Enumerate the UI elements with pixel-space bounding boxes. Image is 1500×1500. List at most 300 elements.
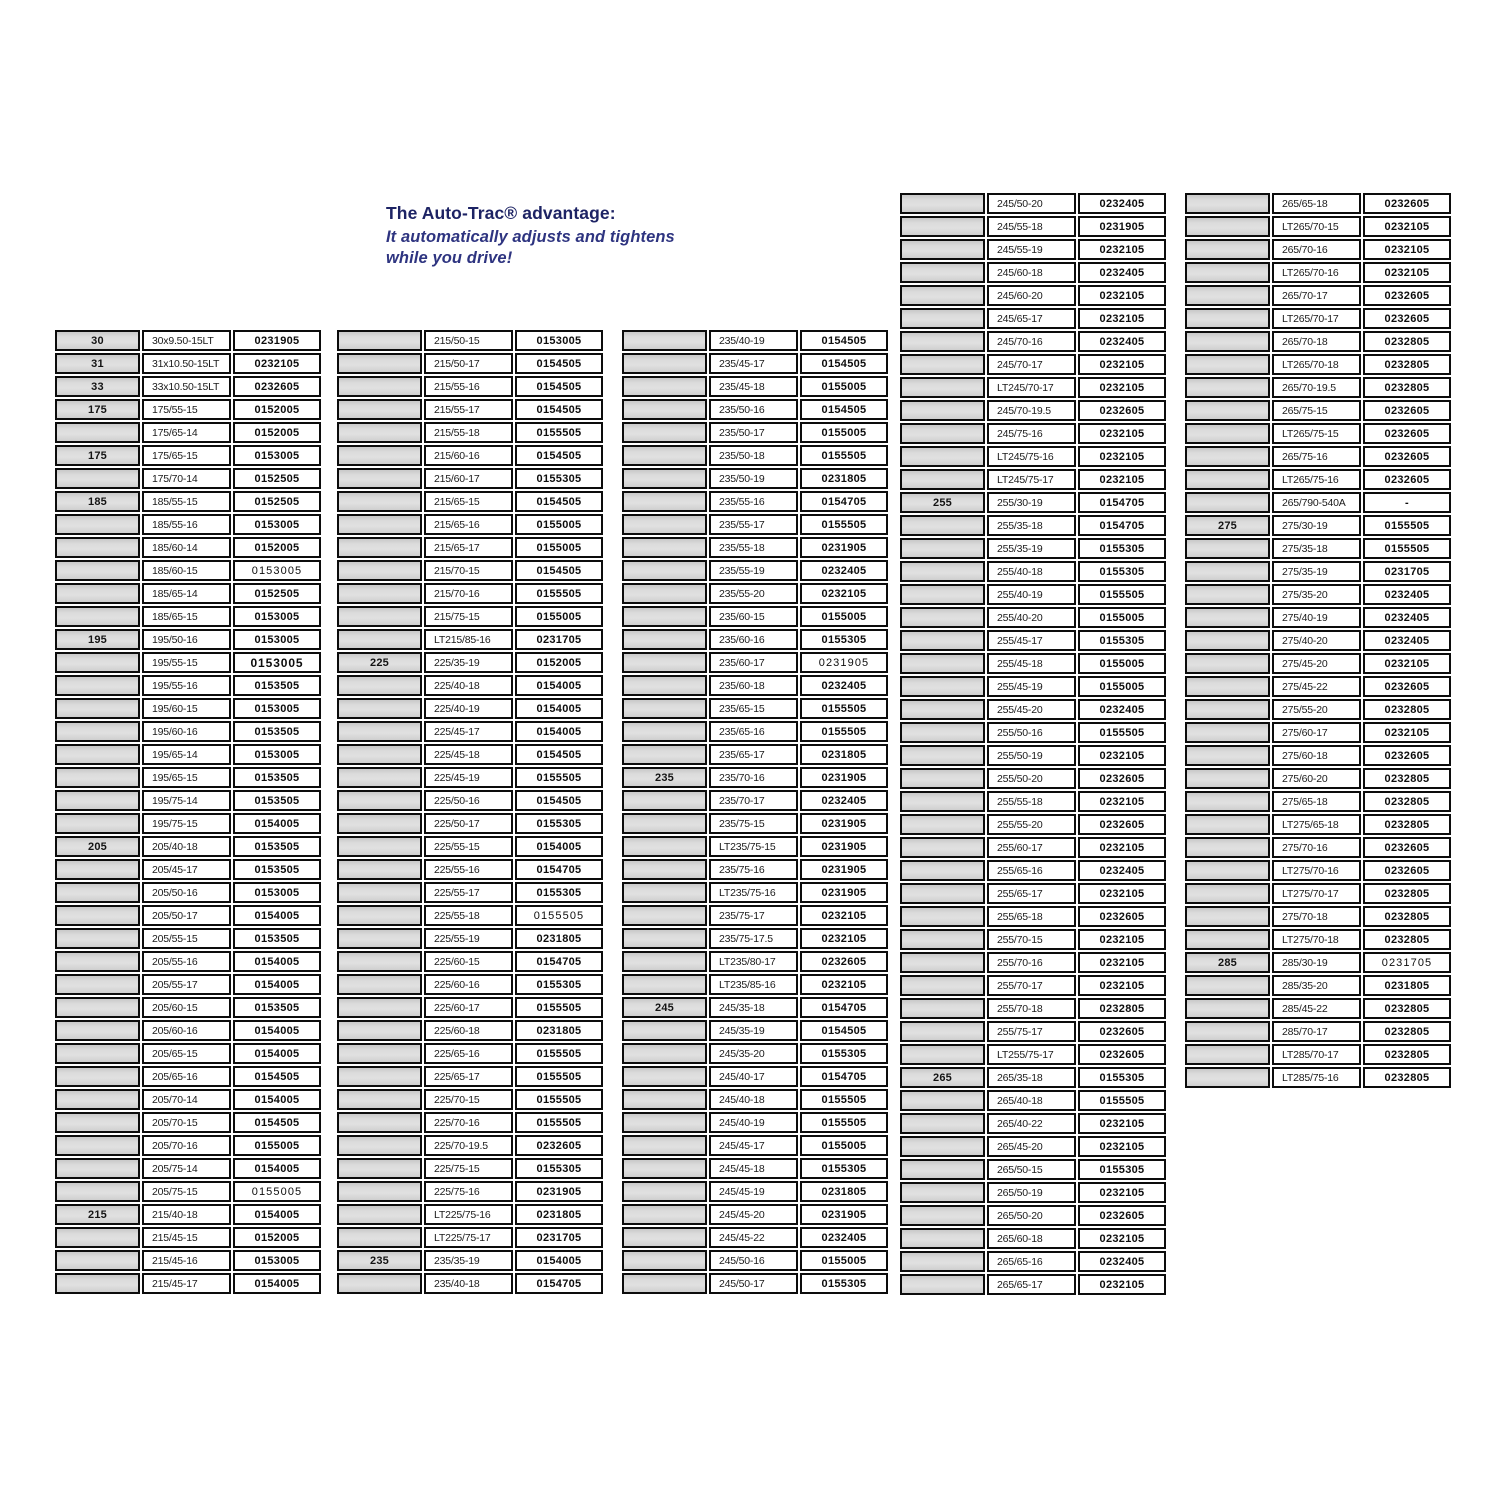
tire-size-cell: 33x10.50-15LT bbox=[142, 376, 231, 397]
part-number-cell: 0232105 bbox=[1078, 377, 1166, 398]
part-number-cell: 0232605 bbox=[233, 376, 321, 397]
tire-size-cell: 255/45-19 bbox=[987, 676, 1076, 697]
tire-size-cell: 225/50-16 bbox=[424, 790, 513, 811]
tire-size-cell: 205/40-18 bbox=[142, 836, 231, 857]
fitment-table-column-5 bbox=[1185, 193, 1451, 1088]
part-number-cell: 0154005 bbox=[233, 1158, 321, 1179]
table-row bbox=[622, 698, 888, 719]
size-group-cell bbox=[55, 928, 140, 949]
tire-size-cell: 245/50-16 bbox=[709, 1250, 798, 1271]
size-group-cell bbox=[337, 353, 422, 374]
tire-size-cell: 275/55-20 bbox=[1272, 699, 1361, 720]
tire-size-cell: 215/50-17 bbox=[424, 353, 513, 374]
part-number-cell: 0232405 bbox=[1078, 262, 1166, 283]
size-group-cell bbox=[337, 675, 422, 696]
size-group-cell bbox=[337, 790, 422, 811]
size-group-cell bbox=[337, 974, 422, 995]
size-group-cell bbox=[55, 1273, 140, 1294]
table-row bbox=[55, 583, 321, 604]
tire-size-cell: 245/35-20 bbox=[709, 1043, 798, 1064]
table-row bbox=[900, 1159, 1166, 1180]
table-row bbox=[900, 1021, 1166, 1042]
tire-size-cell: 235/55-19 bbox=[709, 560, 798, 581]
part-number-cell: 0152005 bbox=[233, 537, 321, 558]
part-number-cell: 0232105 bbox=[1078, 285, 1166, 306]
table-row bbox=[900, 1205, 1166, 1226]
tire-size-cell: 255/55-20 bbox=[987, 814, 1076, 835]
size-group-cell: 225 bbox=[337, 652, 422, 673]
size-group-cell bbox=[900, 952, 985, 973]
size-group-cell bbox=[900, 216, 985, 237]
tire-size-cell: 255/40-18 bbox=[987, 561, 1076, 582]
tire-size-cell: 215/45-15 bbox=[142, 1227, 231, 1248]
table-row bbox=[900, 676, 1166, 697]
table-row bbox=[900, 308, 1166, 329]
part-number-cell: 0232405 bbox=[1078, 699, 1166, 720]
part-number-cell: - bbox=[1363, 492, 1451, 513]
table-row bbox=[337, 652, 603, 673]
tire-size-cell: 265/65-18 bbox=[1272, 193, 1361, 214]
tire-size-cell: 215/45-17 bbox=[142, 1273, 231, 1294]
table-row bbox=[900, 538, 1166, 559]
part-number-cell: 0154705 bbox=[800, 997, 888, 1018]
tire-size-cell: LT245/70-17 bbox=[987, 377, 1076, 398]
size-group-cell bbox=[622, 1112, 707, 1133]
size-group-cell bbox=[1185, 676, 1270, 697]
size-group-cell bbox=[900, 722, 985, 743]
tire-size-cell: 205/65-15 bbox=[142, 1043, 231, 1064]
tire-size-cell: LT235/75-16 bbox=[709, 882, 798, 903]
part-number-cell: 0155305 bbox=[515, 882, 603, 903]
table-row bbox=[55, 744, 321, 765]
size-group-cell bbox=[337, 583, 422, 604]
size-group-cell bbox=[55, 560, 140, 581]
tire-size-cell: 215/70-15 bbox=[424, 560, 513, 581]
table-row bbox=[55, 1158, 321, 1179]
tire-size-cell: 215/40-18 bbox=[142, 1204, 231, 1225]
size-group-cell bbox=[1185, 377, 1270, 398]
advantage-subtitle-line1: It automatically adjusts and tightens bbox=[386, 228, 675, 246]
part-number-cell: 0231805 bbox=[515, 1204, 603, 1225]
tire-size-cell: 235/60-15 bbox=[709, 606, 798, 627]
size-group-cell bbox=[900, 1228, 985, 1249]
size-group-cell bbox=[1185, 584, 1270, 605]
part-number-cell: 0231905 bbox=[800, 652, 888, 673]
part-number-cell: 0232405 bbox=[1363, 630, 1451, 651]
tire-size-cell: 215/55-17 bbox=[424, 399, 513, 420]
size-group-cell: 285 bbox=[1185, 952, 1270, 973]
part-number-cell: 0232605 bbox=[1078, 814, 1166, 835]
part-number-cell: 0154505 bbox=[233, 1066, 321, 1087]
part-number-cell: 0232805 bbox=[1363, 998, 1451, 1019]
part-number-cell: 0155305 bbox=[1078, 1067, 1166, 1088]
size-group-cell bbox=[1185, 975, 1270, 996]
tire-size-cell: 235/50-18 bbox=[709, 445, 798, 466]
tire-size-cell: 245/65-17 bbox=[987, 308, 1076, 329]
size-group-cell: 175 bbox=[55, 399, 140, 420]
tire-size-cell: 285/35-20 bbox=[1272, 975, 1361, 996]
size-group-cell bbox=[900, 308, 985, 329]
part-number-cell: 0232105 bbox=[1078, 469, 1166, 490]
size-group-cell bbox=[900, 814, 985, 835]
part-number-cell: 0154505 bbox=[800, 353, 888, 374]
size-group-cell bbox=[1185, 607, 1270, 628]
table-row bbox=[1185, 400, 1451, 421]
table-row bbox=[622, 399, 888, 420]
tire-size-cell: 215/65-16 bbox=[424, 514, 513, 535]
part-number-cell: 0153005 bbox=[233, 744, 321, 765]
table-row bbox=[55, 652, 321, 673]
table-row bbox=[900, 791, 1166, 812]
tire-size-cell: 255/45-17 bbox=[987, 630, 1076, 651]
tire-size-cell: 205/75-15 bbox=[142, 1181, 231, 1202]
part-number-cell: 0154005 bbox=[233, 1020, 321, 1041]
table-row bbox=[337, 1043, 603, 1064]
tire-size-cell: 215/75-15 bbox=[424, 606, 513, 627]
part-number-cell: 0153505 bbox=[233, 721, 321, 742]
part-number-cell: 0155005 bbox=[233, 1181, 321, 1202]
size-group-cell bbox=[900, 1090, 985, 1111]
tire-size-cell: 225/65-17 bbox=[424, 1066, 513, 1087]
tire-size-cell: 205/70-16 bbox=[142, 1135, 231, 1156]
table-row bbox=[900, 814, 1166, 835]
table-row bbox=[55, 1089, 321, 1110]
tire-size-cell: 225/65-16 bbox=[424, 1043, 513, 1064]
size-group-cell bbox=[337, 537, 422, 558]
tire-size-cell: LT235/75-15 bbox=[709, 836, 798, 857]
table-row bbox=[900, 1090, 1166, 1111]
tire-size-cell: LT225/75-17 bbox=[424, 1227, 513, 1248]
part-number-cell: 0155005 bbox=[800, 422, 888, 443]
tire-size-cell: 205/50-17 bbox=[142, 905, 231, 926]
table-row bbox=[337, 353, 603, 374]
table-row bbox=[55, 767, 321, 788]
table-row bbox=[1185, 1044, 1451, 1065]
part-number-cell: 0232405 bbox=[800, 675, 888, 696]
table-row bbox=[622, 767, 888, 788]
tire-size-cell: 31x10.50-15LT bbox=[142, 353, 231, 374]
table-row bbox=[900, 1113, 1166, 1134]
table-row bbox=[1185, 837, 1451, 858]
size-group-cell bbox=[622, 583, 707, 604]
size-group-cell bbox=[622, 675, 707, 696]
table-row bbox=[900, 400, 1166, 421]
table-row bbox=[622, 1135, 888, 1156]
size-group-cell bbox=[622, 652, 707, 673]
part-number-cell: 0155305 bbox=[515, 1158, 603, 1179]
tire-size-cell: 265/65-17 bbox=[987, 1274, 1076, 1295]
size-group-cell bbox=[55, 537, 140, 558]
size-group-cell bbox=[55, 1227, 140, 1248]
size-group-cell bbox=[1185, 1044, 1270, 1065]
tire-size-cell: 255/55-18 bbox=[987, 791, 1076, 812]
size-group-cell bbox=[622, 422, 707, 443]
tire-size-cell: 235/50-19 bbox=[709, 468, 798, 489]
table-row bbox=[55, 675, 321, 696]
tire-size-cell: 195/55-15 bbox=[142, 652, 231, 673]
table-row bbox=[622, 1158, 888, 1179]
part-number-cell: 0231905 bbox=[233, 330, 321, 351]
size-group-cell bbox=[622, 859, 707, 880]
part-number-cell: 0232805 bbox=[1363, 1044, 1451, 1065]
tire-size-cell: 255/45-20 bbox=[987, 699, 1076, 720]
size-group-cell bbox=[55, 905, 140, 926]
size-group-cell bbox=[900, 354, 985, 375]
part-number-cell: 0155305 bbox=[515, 974, 603, 995]
size-group-cell bbox=[622, 1204, 707, 1225]
size-group-cell bbox=[1185, 446, 1270, 467]
part-number-cell: 0154005 bbox=[515, 698, 603, 719]
part-number-cell: 0232105 bbox=[1078, 791, 1166, 812]
part-number-cell: 0155305 bbox=[515, 468, 603, 489]
part-number-cell: 0155305 bbox=[1078, 561, 1166, 582]
table-row bbox=[900, 1251, 1166, 1272]
table-row bbox=[1185, 262, 1451, 283]
table-row bbox=[900, 998, 1166, 1019]
size-group-cell bbox=[337, 1273, 422, 1294]
part-number-cell: 0232105 bbox=[1078, 952, 1166, 973]
table-row bbox=[337, 1273, 603, 1294]
table-row bbox=[1185, 860, 1451, 881]
table-row bbox=[337, 882, 603, 903]
size-group-cell bbox=[900, 883, 985, 904]
part-number-cell: 0154705 bbox=[515, 1273, 603, 1294]
tire-size-cell: 265/50-19 bbox=[987, 1182, 1076, 1203]
part-number-cell: 0153505 bbox=[233, 859, 321, 880]
part-number-cell: 0155305 bbox=[515, 813, 603, 834]
part-number-cell: 0232105 bbox=[1363, 239, 1451, 260]
part-number-cell: 0232605 bbox=[1363, 860, 1451, 881]
part-number-cell: 0155005 bbox=[515, 606, 603, 627]
tire-size-cell: 265/790-540A bbox=[1272, 492, 1361, 513]
tire-size-cell: 265/75-16 bbox=[1272, 446, 1361, 467]
part-number-cell: 0232605 bbox=[1363, 285, 1451, 306]
table-row bbox=[622, 1273, 888, 1294]
size-group-cell: 275 bbox=[1185, 515, 1270, 536]
tire-size-cell: 235/60-18 bbox=[709, 675, 798, 696]
size-group-cell bbox=[1185, 837, 1270, 858]
tire-size-cell: 205/70-15 bbox=[142, 1112, 231, 1133]
table-row bbox=[900, 1067, 1166, 1088]
size-group-cell bbox=[622, 1066, 707, 1087]
size-group-cell bbox=[337, 1089, 422, 1110]
table-row bbox=[622, 1181, 888, 1202]
part-number-cell: 0153505 bbox=[233, 790, 321, 811]
part-number-cell: 0232805 bbox=[1078, 998, 1166, 1019]
size-group-cell bbox=[55, 675, 140, 696]
size-group-cell bbox=[55, 767, 140, 788]
table-row bbox=[622, 491, 888, 512]
size-group-cell bbox=[622, 1043, 707, 1064]
part-number-cell: 0155505 bbox=[515, 1089, 603, 1110]
size-group-cell bbox=[900, 1274, 985, 1295]
part-number-cell: 0155005 bbox=[800, 1250, 888, 1271]
table-row bbox=[337, 376, 603, 397]
size-group-cell bbox=[337, 1112, 422, 1133]
part-number-cell: 0154005 bbox=[233, 1043, 321, 1064]
size-group-cell bbox=[337, 859, 422, 880]
size-group-cell bbox=[1185, 492, 1270, 513]
part-number-cell: 0155505 bbox=[800, 698, 888, 719]
part-number-cell: 0154005 bbox=[233, 813, 321, 834]
part-number-cell: 0232105 bbox=[1078, 446, 1166, 467]
part-number-cell: 0153005 bbox=[233, 514, 321, 535]
table-row bbox=[337, 721, 603, 742]
table-row bbox=[337, 560, 603, 581]
part-number-cell: 0232105 bbox=[1078, 423, 1166, 444]
part-number-cell: 0154005 bbox=[233, 905, 321, 926]
tire-size-cell: 205/50-16 bbox=[142, 882, 231, 903]
table-row bbox=[55, 376, 321, 397]
part-number-cell: 0155305 bbox=[1078, 538, 1166, 559]
part-number-cell: 0155505 bbox=[1078, 1090, 1166, 1111]
size-group-cell: 205 bbox=[55, 836, 140, 857]
part-number-cell: 0232105 bbox=[1078, 975, 1166, 996]
table-row bbox=[622, 652, 888, 673]
table-row bbox=[900, 193, 1166, 214]
tire-size-cell: 205/70-14 bbox=[142, 1089, 231, 1110]
table-row bbox=[622, 974, 888, 995]
tire-size-cell: 205/55-17 bbox=[142, 974, 231, 995]
size-group-cell bbox=[1185, 929, 1270, 950]
size-group-cell bbox=[1185, 308, 1270, 329]
tire-size-cell: 265/70-16 bbox=[1272, 239, 1361, 260]
tire-size-cell: 195/75-15 bbox=[142, 813, 231, 834]
table-row bbox=[337, 1158, 603, 1179]
tire-size-cell: LT265/75-16 bbox=[1272, 469, 1361, 490]
size-group-cell bbox=[622, 928, 707, 949]
table-row bbox=[900, 929, 1166, 950]
part-number-cell: 0155005 bbox=[515, 514, 603, 535]
tire-size-cell: 255/65-16 bbox=[987, 860, 1076, 881]
part-number-cell: 0153005 bbox=[233, 445, 321, 466]
tire-size-cell: 225/75-15 bbox=[424, 1158, 513, 1179]
table-row bbox=[55, 836, 321, 857]
table-row bbox=[900, 745, 1166, 766]
part-number-cell: 0232405 bbox=[800, 790, 888, 811]
part-number-cell: 0154505 bbox=[515, 491, 603, 512]
size-group-cell: 175 bbox=[55, 445, 140, 466]
table-row bbox=[1185, 791, 1451, 812]
size-group-cell bbox=[337, 905, 422, 926]
tire-size-cell: 225/55-18 bbox=[424, 905, 513, 926]
tire-size-cell: 225/70-16 bbox=[424, 1112, 513, 1133]
tire-size-cell: 265/70-18 bbox=[1272, 331, 1361, 352]
part-number-cell: 0231905 bbox=[800, 859, 888, 880]
table-row bbox=[337, 514, 603, 535]
part-number-cell: 0232105 bbox=[1078, 745, 1166, 766]
size-group-cell bbox=[337, 1020, 422, 1041]
part-number-cell: 0231905 bbox=[515, 1181, 603, 1202]
table-row bbox=[900, 1136, 1166, 1157]
part-number-cell: 0231905 bbox=[800, 1204, 888, 1225]
part-number-cell: 0232605 bbox=[800, 951, 888, 972]
tire-size-cell: 245/60-18 bbox=[987, 262, 1076, 283]
part-number-cell: 0154005 bbox=[515, 675, 603, 696]
part-number-cell: 0153005 bbox=[233, 652, 321, 673]
table-row bbox=[337, 836, 603, 857]
tire-size-cell: 215/65-15 bbox=[424, 491, 513, 512]
tire-size-cell: LT265/70-15 bbox=[1272, 216, 1361, 237]
size-group-cell bbox=[337, 399, 422, 420]
tire-size-cell: LT285/75-16 bbox=[1272, 1067, 1361, 1088]
size-group-cell bbox=[900, 607, 985, 628]
part-number-cell: 0153005 bbox=[233, 698, 321, 719]
table-row bbox=[1185, 768, 1451, 789]
table-row bbox=[55, 491, 321, 512]
part-number-cell: 0231705 bbox=[515, 629, 603, 650]
part-number-cell: 0154505 bbox=[515, 399, 603, 420]
part-number-cell: 0232105 bbox=[1078, 354, 1166, 375]
table-row bbox=[1185, 285, 1451, 306]
part-number-cell: 0155305 bbox=[800, 1273, 888, 1294]
tire-size-cell: 225/70-15 bbox=[424, 1089, 513, 1110]
table-row bbox=[337, 951, 603, 972]
part-number-cell: 0232105 bbox=[1363, 216, 1451, 237]
tire-size-cell: 225/55-16 bbox=[424, 859, 513, 880]
size-group-cell bbox=[622, 629, 707, 650]
table-row bbox=[1185, 331, 1451, 352]
size-group-cell bbox=[622, 744, 707, 765]
part-number-cell: 0155505 bbox=[515, 422, 603, 443]
size-group-cell bbox=[1185, 653, 1270, 674]
tire-size-cell: 265/50-20 bbox=[987, 1205, 1076, 1226]
table-row bbox=[900, 906, 1166, 927]
tire-size-cell: 225/70-19.5 bbox=[424, 1135, 513, 1156]
table-row bbox=[55, 1227, 321, 1248]
part-number-cell: 0154505 bbox=[515, 353, 603, 374]
size-group-cell bbox=[55, 1135, 140, 1156]
part-number-cell: 0232105 bbox=[1078, 837, 1166, 858]
table-row bbox=[900, 1274, 1166, 1295]
part-number-cell: 0232805 bbox=[1363, 1021, 1451, 1042]
part-number-cell: 0232605 bbox=[1078, 400, 1166, 421]
tire-size-cell: 235/65-16 bbox=[709, 721, 798, 742]
table-row bbox=[337, 1250, 603, 1271]
table-row bbox=[1185, 308, 1451, 329]
part-number-cell: 0154505 bbox=[515, 560, 603, 581]
table-row bbox=[337, 1204, 603, 1225]
size-group-cell bbox=[900, 285, 985, 306]
part-number-cell: 0231705 bbox=[515, 1227, 603, 1248]
table-row bbox=[55, 1181, 321, 1202]
size-group-cell bbox=[900, 584, 985, 605]
table-row bbox=[622, 330, 888, 351]
table-row bbox=[900, 216, 1166, 237]
tire-size-cell: 275/45-22 bbox=[1272, 676, 1361, 697]
part-number-cell: 0152005 bbox=[515, 652, 603, 673]
tire-size-cell: 275/70-18 bbox=[1272, 906, 1361, 927]
tire-size-cell: 255/60-17 bbox=[987, 837, 1076, 858]
size-group-cell bbox=[1185, 469, 1270, 490]
table-row bbox=[622, 353, 888, 374]
table-row bbox=[337, 1181, 603, 1202]
fitment-table-column-2 bbox=[337, 330, 603, 1294]
table-row bbox=[900, 883, 1166, 904]
table-row bbox=[622, 905, 888, 926]
size-group-cell bbox=[622, 1158, 707, 1179]
part-number-cell: 0155505 bbox=[515, 767, 603, 788]
size-group-cell: 255 bbox=[900, 492, 985, 513]
table-row bbox=[1185, 584, 1451, 605]
size-group-cell bbox=[1185, 1021, 1270, 1042]
size-group-cell bbox=[900, 400, 985, 421]
table-row bbox=[1185, 906, 1451, 927]
size-group-cell bbox=[55, 1066, 140, 1087]
part-number-cell: 0232105 bbox=[1078, 1182, 1166, 1203]
table-row bbox=[1185, 699, 1451, 720]
size-group-cell bbox=[622, 376, 707, 397]
